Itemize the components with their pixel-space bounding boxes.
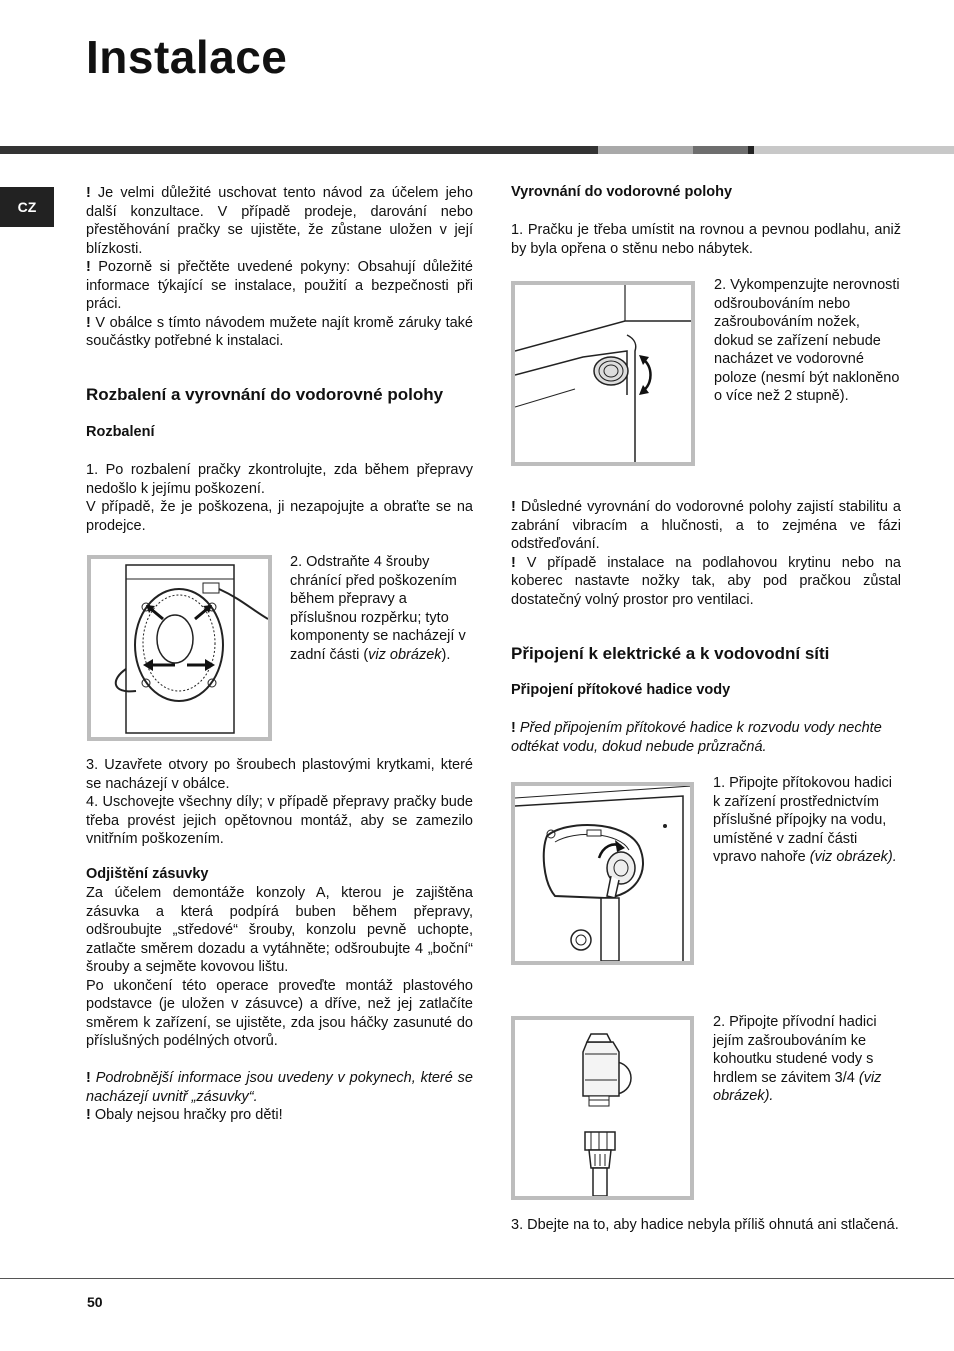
washer-rear-icon [91,559,268,737]
warning: ! Důsledné vyrovnání do vodorovné polohy zajistí stabilitu a zabrání vibracím a hlučnosti, a to zejména ve fázi odstřeďování. [511,499,901,552]
subheading-unpacking: Rozbalení [86,424,155,440]
hose-warning [511,719,901,756]
hose-step2 [713,1013,903,1106]
warning: ! V případě instalace na podlahovou krytinu nebo na koberec nastavte nožky tak, aby pod pračkou zůstal dostatečný volný prostor pro ventilaci. [511,554,901,608]
unpack-step2 [290,553,473,664]
section-heading-unpacking: Rozbalení a vyrovnání do vodorovné polohy [86,385,444,404]
intro-note: ! V obálce s tímto návodem mužete najít kromě záruky také součástky potřebné k instalaci. [86,314,473,349]
step-text: 1. Připojte přítokovou hadici k zařízení prostřednictvím příslušné přípojky na vodu, umístěné v zadní části vpravo nahoře (viz obrázek). [713,775,897,865]
note-plain: ! Obaly nejsou hračky pro děti! [86,1107,283,1123]
leveling-figure [511,281,695,466]
note-italic: ! Podrobnější informace jsou uvedeny v pokynech, které se nacházejí uvnitř „zásuvky“. [86,1070,473,1105]
tap-connector-figure [511,1016,694,1200]
level-step1 [511,221,901,258]
hose-step1 [713,774,903,867]
subheading-drawer: Odjištění zásuvky [86,866,209,882]
step-text: V případě, že je poškozena, ji nezapojujte a obraťte se na prodejce. [86,499,473,534]
warning: ! Před připojením přítokové hadice k rozvodu vody nechte odtékat vodu, dokud nebude průzračná. [511,720,882,755]
step-text: 3. Uzavřete otvory po šroubech plastovými krytkami, které se nacházejí v obálce. [86,757,473,792]
header-bar [0,146,598,154]
unpack-steps-3-4 [86,756,473,849]
washer-rear-figure [87,555,272,741]
section-heading-connection: Připojení k elektrické a k vodovodní síti [511,644,830,663]
subheading-inlet-hose: Připojení přítokové hadice vody [511,682,731,698]
step-text: 2. Připojte přívodní hadici jejím zašroubováním ke kohoutku studené vody s hrdlem se závitem 3/4 (viz obrázek). [713,1014,882,1104]
leveling-foot-icon [515,285,691,462]
header-bar-segment [598,146,693,154]
step-text: 2. Odstraňte 4 šrouby chránící před poškozením během přepravy a příslušnou rozpěrku; tyto komponenty se nacházejí v zadní části (viz obrázek). [290,554,466,663]
intro-note: ! Pozorně si přečtěte uvedené pokyny: Obsahují důležité informace týkající se instalace, použití a bezpečnosti při práci. [86,259,473,312]
subheading-leveling: Vyrovnání do vodorovné polohy [511,184,733,200]
step-text: 2. Vykompenzujte nerovnosti odšroubováním nebo zašroubováním nožek, dokud se zařízení nebude nacházet ve vodorovné poloze (nesmí být nakloněno o více než 2 stupně). [714,277,900,404]
inlet-hose-icon [515,786,690,961]
step-text: 1. Pračku je třeba umístit na rovnou a pevnou podlahu, aniž by byla opřena o stěnu nebo nábytek. [511,222,901,257]
language-tab: CZ [0,187,54,227]
paragraph: Za účelem demontáže konzoly A, kterou je zajištěna zásuvka a která podpírá buben během přepravy, odšroubujte „středové“ šrouby, konzolu pevně uchopte, zatlačte směrem dozadu a vytáhněte; odšroubujte 4 „boční“ šrouby a sejměte kovovou lištu. [86,885,473,975]
leveling-warnings [511,498,901,609]
drawer-text [86,884,473,1051]
tap-connector-icon [515,1020,690,1196]
intro-note: ! Je velmi důležité uschovat tento návod za účelem jeho další konzultace. V případě prodeje, darování nebo přestěhování pračky se ujistěte, že zůstane uložen v její blízkosti. [86,185,473,257]
step-text: 3. Dbejte na to, aby hadice nebyla příliš ohnutá ani stlačená. [511,1217,899,1233]
level-step2 [714,276,901,406]
paragraph: Po ukončení této operace proveďte montáž plastového podstavce (je uložen v zásuvce) a dříve, než jej zatlačíte směrem k zařízení, se ujistěte, zda jsou háčky zasunuté do příslušných podélných otvorů. [86,977,473,1049]
unpack-step1 [86,461,473,535]
footer-rule [0,1278,954,1279]
step-text: 4. Uschovejte všechny díly; v případě přepravy pračky bude třeba provést jejich opětovnou montáž, aby se zamezilo vnitřním poškozením. [86,794,473,847]
page-number: 50 [87,1294,103,1310]
left-notes [86,1069,473,1125]
hose-step3 [511,1216,901,1235]
header-bar-segment [754,146,954,154]
step-text: 1. Po rozbalení pračky zkontrolujte, zda během přepravy nedošlo k jejímu poškození. [86,462,473,497]
page-title: Instalace [86,31,288,83]
header-bar-segment [693,146,748,154]
inlet-hose-figure [511,782,694,965]
intro-notes [86,184,473,351]
